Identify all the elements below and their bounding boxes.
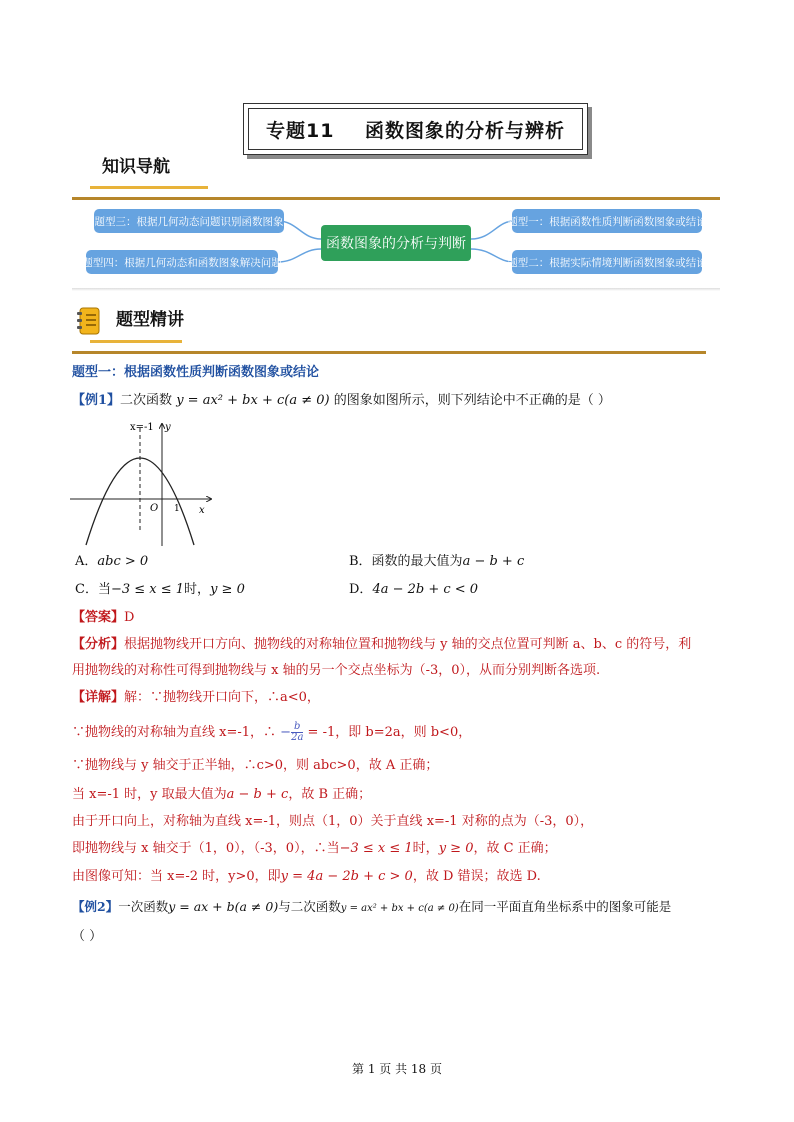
- symmetry-label: x=-1: [130, 422, 154, 433]
- example1-stem-a: 二次函数: [120, 393, 173, 408]
- mind-map-center: 函数图象的分析与判断: [321, 225, 471, 261]
- analysis-line-1: [72, 636, 691, 654]
- answer-value: D: [124, 610, 135, 625]
- mind-map: [72, 201, 720, 289]
- detail-expr-4: a − b + c: [226, 787, 289, 802]
- example2-stem-c: 在同一平面直角坐标系中的图象可能是: [458, 899, 672, 914]
- detail-tag: 【详解】: [72, 690, 125, 705]
- nav-underline-long: [72, 197, 720, 200]
- example2-stem-a: 一次函数: [118, 899, 169, 914]
- option-c-expr: −3 ≤ x ≤ 1: [110, 582, 185, 597]
- detail-text-7a: 由图像可知：当 x=-2 时，y>0，即: [72, 869, 281, 884]
- page-footer: 第 1 页 共 18 页: [352, 1062, 442, 1076]
- detail-text-6b: 时，: [412, 841, 439, 856]
- notebook-icon: [77, 307, 101, 335]
- example2-stem-b: 与二次函数: [278, 899, 341, 914]
- detail-text-4a: 当 x=-1 时，y 取最大值为: [72, 787, 227, 802]
- nav-underline-short: [90, 186, 208, 189]
- option-d-expr: 4a − 2b + c < 0: [372, 582, 479, 597]
- origin-label: O: [150, 503, 159, 514]
- option-c: [75, 581, 245, 599]
- page-title: 专题11 函数图象的分析与辨析: [243, 103, 588, 155]
- example1-formula: y = ax² + bx + c(a ≠ 0): [176, 393, 330, 408]
- detail-text-2b: = -1，即 b=2a，则 b<0，: [307, 725, 472, 740]
- example2-bracket: （ ）: [72, 929, 103, 944]
- option-d: [349, 581, 478, 599]
- analysis-text-1: 根据抛物线开口方向、抛物线的对称轴位置和抛物线与 y 轴的交点位置可判断 a、b、c 的符号，利: [124, 637, 692, 652]
- fraction-b-over-2a: [291, 722, 303, 743]
- detail-text-2a: ∵抛物线的对称轴为直线 x=-1，∴: [72, 725, 277, 740]
- option-b: [349, 553, 524, 571]
- detail-line-2: [72, 722, 471, 743]
- option-a: [75, 553, 148, 571]
- mind-map-node-type4: 题型四：根据几何动态和函数图象解决问题: [86, 250, 278, 274]
- detail-text-1: 解：∵抛物线开口向下，∴a<0，: [124, 690, 320, 705]
- frac-minus: −: [280, 725, 292, 740]
- frac-denominator: 2a: [291, 732, 304, 743]
- x-axis-label: x: [199, 505, 205, 516]
- detail-text-4b: ，故 B 正确；: [288, 787, 372, 802]
- analysis-line-2: 用抛物线的对称性可得到抛物线与 x 轴的另一个交点坐标为（-3，0），从而分别判断各选项.: [72, 663, 601, 678]
- detail-line-7: [72, 868, 541, 886]
- section-underline-short: [90, 340, 182, 343]
- mind-map-node-type2: 题型二：根据实际情境判断函数图象或结论: [512, 250, 702, 274]
- example1-stem-b: 的图象如图所示，则下列结论中不正确的是（ ）: [333, 393, 611, 408]
- detail-line-1: [72, 689, 320, 707]
- analysis-tag: 【分析】: [72, 637, 125, 652]
- option-c-mid: 时，: [184, 582, 211, 597]
- detail-line-5: 由于开口向上，对称轴为直线 x=-1，则点（1，0）关于直线 x=-1 对称的点为（-3，0），: [72, 814, 594, 829]
- example2-tag: 【例2】: [72, 899, 119, 914]
- detail-text-6c: ，故 C 正确；: [473, 841, 557, 856]
- example1-tag: 【例1】: [72, 393, 121, 408]
- example2-expr2: y = ax² + bx + c(a ≠ 0): [340, 903, 459, 914]
- answer-line: [72, 609, 134, 627]
- detail-text-7b: ，故 D 错误；故选 D.: [412, 869, 541, 884]
- detail-line-4: [72, 786, 371, 804]
- mind-map-shadow: [72, 288, 720, 291]
- section-underline-long: [72, 351, 706, 354]
- y-axis-label: y: [165, 422, 171, 433]
- mind-map-node-type3: 题型三：根据几何动态问题识别函数图象: [94, 209, 284, 233]
- option-c-label: C．当: [75, 582, 111, 597]
- nav-title: 知识导航: [102, 157, 170, 177]
- option-c-expr2: y ≥ 0: [210, 582, 245, 597]
- type1-heading: 题型一：根据函数性质判断函数图象或结论: [72, 365, 320, 380]
- answer-tag: 【答案】: [72, 610, 125, 625]
- detail-expr-7: y = 4a − 2b + c > 0: [280, 869, 413, 884]
- detail-line-6: [72, 840, 557, 858]
- option-d-label: D．: [349, 582, 373, 597]
- detail-expr-6: −3 ≤ x ≤ 1: [339, 841, 413, 856]
- detail-expr-6b: y ≥ 0: [438, 841, 474, 856]
- option-a-label: A．: [75, 554, 98, 569]
- mind-map-node-type1: 题型一：根据函数性质判断函数图象或结论: [512, 209, 702, 233]
- section-title: 题型精讲: [116, 310, 184, 330]
- example2-stem: [72, 898, 671, 918]
- example2-expr1: y = ax + b(a ≠ 0): [168, 899, 279, 914]
- tick-1-label: 1: [174, 504, 180, 514]
- option-b-label: B．函数的最大值为: [349, 554, 463, 569]
- example1-stem: [72, 392, 611, 410]
- option-a-expr: abc > 0: [97, 554, 149, 569]
- option-b-expr: a − b + c: [462, 554, 525, 569]
- frac-numerator: b: [291, 722, 303, 733]
- detail-line-3: ∵抛物线与 y 轴交于正半轴，∴c>0，则 abc>0，故 A 正确；: [72, 758, 439, 773]
- parabola-graph: [68, 418, 218, 548]
- detail-text-6a: 即抛物线与 x 轴交于（1，0），（-3，0），∴当: [72, 841, 340, 856]
